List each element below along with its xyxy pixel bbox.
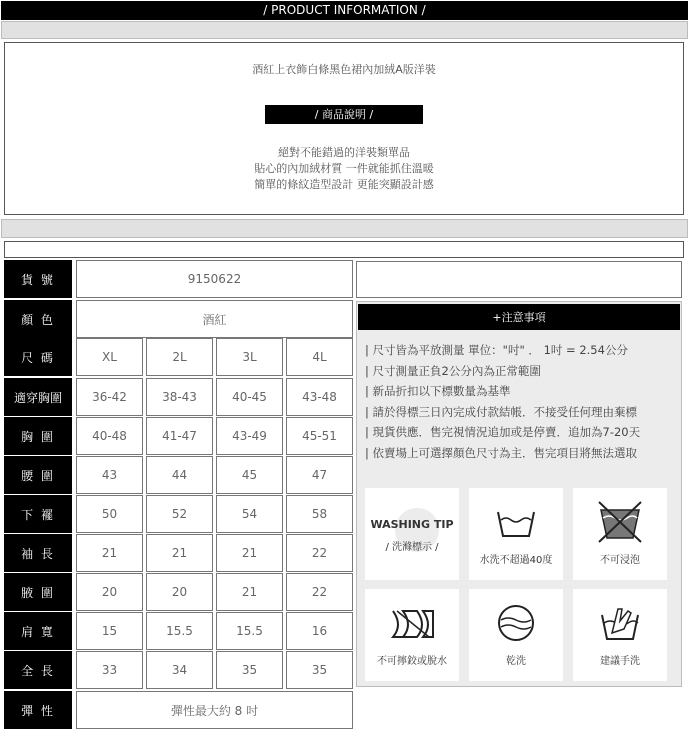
size-cell: 4L — [286, 338, 353, 376]
description-line: 簡單的條紋造型設計 更能突顯設計感 — [254, 178, 434, 191]
divider-strip — [1, 21, 688, 39]
row-label: 下 襬 — [4, 495, 72, 533]
no-wring-icon — [389, 607, 437, 641]
product-info-header: / PRODUCT INFORMATION / — [1, 1, 688, 20]
table-cell: 15.5 — [146, 612, 213, 650]
description-line: 貼心的內加絨材質 一件就能抓住溫暖 — [254, 162, 434, 175]
row-label: 貨 號 — [4, 260, 72, 298]
table-cell: 15.5 — [216, 612, 283, 650]
table-cell: 21 — [146, 534, 213, 572]
table-row — [4, 417, 353, 455]
table-cell: 45 — [216, 456, 283, 494]
table-cell: 43-48 — [286, 378, 353, 416]
product-description — [5, 145, 683, 193]
table-cell: 52 — [146, 495, 213, 533]
table-row — [4, 495, 353, 533]
table-cell: 47 — [286, 456, 353, 494]
table-cell: 21 — [216, 573, 283, 611]
table-cell: 35 — [286, 651, 353, 689]
care-label: 不可浸泡 — [600, 555, 640, 566]
note-line: | 新品折扣以下標數量為基準 — [365, 384, 511, 398]
washing-tip-subtitle: / 洗滌標示 / — [385, 542, 439, 553]
table-cell: 58 — [286, 495, 353, 533]
row-label: 腰 圍 — [4, 456, 72, 494]
table-cell: 41-47 — [146, 417, 213, 455]
no-soak-icon — [597, 500, 643, 544]
size-cell: 3L — [216, 338, 283, 376]
table-cell: 21 — [76, 534, 143, 572]
product-name: 酒紅上衣飾白條黑色裙內加絨A版洋裝 — [252, 63, 436, 76]
table-cell: 36-42 — [76, 378, 143, 416]
note-line: | 現貨供應．售完視情況追加或是停賣．追加為7-20天 — [365, 425, 641, 439]
divider-strip — [1, 219, 688, 238]
product-info-box — [4, 42, 684, 215]
wash-basin-icon — [496, 506, 536, 540]
table-row — [4, 651, 353, 689]
elastic-value: 彈性最大約 8 吋 — [76, 691, 353, 729]
product-description-label: / 商品說明 / — [265, 105, 423, 124]
table-cell: 38-43 — [146, 378, 213, 416]
blank-header-cell — [356, 261, 682, 298]
row-label: 胸 圍 — [4, 417, 72, 455]
row-label: 彈 性 — [4, 691, 72, 729]
description-line: 絕對不能錯過的洋裝類單品 — [278, 146, 410, 159]
dry-clean-icon — [496, 603, 536, 643]
spacer-box — [4, 241, 684, 258]
table-row-color — [4, 300, 353, 338]
note-line: | 尺寸皆為平放測量 單位："吋" ． 1吋 = 2.54公分 — [365, 343, 628, 357]
table-cell: 43-49 — [216, 417, 283, 455]
table-cell: 34 — [146, 651, 213, 689]
item-number: 9150622 — [76, 260, 353, 298]
washing-tip-tile — [365, 488, 459, 580]
table-cell: 40-48 — [76, 417, 143, 455]
row-label: 腋 圍 — [4, 573, 72, 611]
table-cell: 45-51 — [286, 417, 353, 455]
note-line: | 請於得標三日內完成付款結帳．不接受任何理由棄標 — [365, 404, 638, 419]
table-cell: 16 — [286, 612, 353, 650]
care-label: 不可擰鉸或脫水 — [377, 656, 447, 667]
table-row-item-no — [4, 260, 353, 298]
table-cell: 20 — [146, 573, 213, 611]
table-cell: 50 — [76, 495, 143, 533]
care-tile — [573, 488, 667, 580]
size-cell: 2L — [146, 338, 213, 376]
table-cell: 22 — [286, 534, 353, 572]
table-cell: 22 — [286, 573, 353, 611]
row-label: 顏 色 — [4, 300, 72, 338]
row-label: 袖 長 — [4, 534, 72, 572]
table-row — [4, 534, 353, 572]
care-tile — [573, 589, 667, 681]
care-label: 水洗不超過40度 — [479, 555, 553, 566]
size-cell: XL — [76, 338, 143, 376]
hand-wash-icon — [600, 603, 640, 643]
care-label: 建議手洗 — [600, 656, 640, 667]
table-cell: 44 — [146, 456, 213, 494]
table-row — [4, 573, 353, 611]
table-cell: 35 — [216, 651, 283, 689]
table-row — [4, 456, 353, 494]
care-tile — [469, 488, 563, 580]
table-row — [4, 612, 353, 650]
note-line: | 依賣場上可選擇顏色尺寸為主．售完項目將無法選取 — [365, 445, 638, 460]
table-cell: 33 — [76, 651, 143, 689]
care-tile — [469, 589, 563, 681]
care-label: 乾洗 — [506, 656, 526, 667]
notes-panel — [356, 301, 682, 687]
row-label: 全 長 — [4, 651, 72, 689]
notes-list — [365, 340, 677, 463]
table-cell: 21 — [216, 534, 283, 572]
notes-title: +注意事項 — [358, 304, 680, 330]
table-cell: 40-45 — [216, 378, 283, 416]
note-line: | 尺寸測量正負2公分內為正常範圍 — [365, 363, 541, 378]
table-row-size — [4, 338, 353, 376]
table-row-elastic — [4, 691, 353, 729]
table-cell: 15 — [76, 612, 143, 650]
row-label: 尺 碼 — [4, 338, 72, 376]
washing-tip-title: WASHING TIP — [370, 518, 454, 531]
row-label: 適穿胸圍 — [4, 378, 72, 416]
table-cell: 54 — [216, 495, 283, 533]
care-tile — [365, 589, 459, 681]
row-label: 肩 寬 — [4, 612, 72, 650]
table-cell: 43 — [76, 456, 143, 494]
table-row — [4, 378, 353, 416]
table-cell: 20 — [76, 573, 143, 611]
color-value: 酒紅 — [76, 300, 353, 338]
